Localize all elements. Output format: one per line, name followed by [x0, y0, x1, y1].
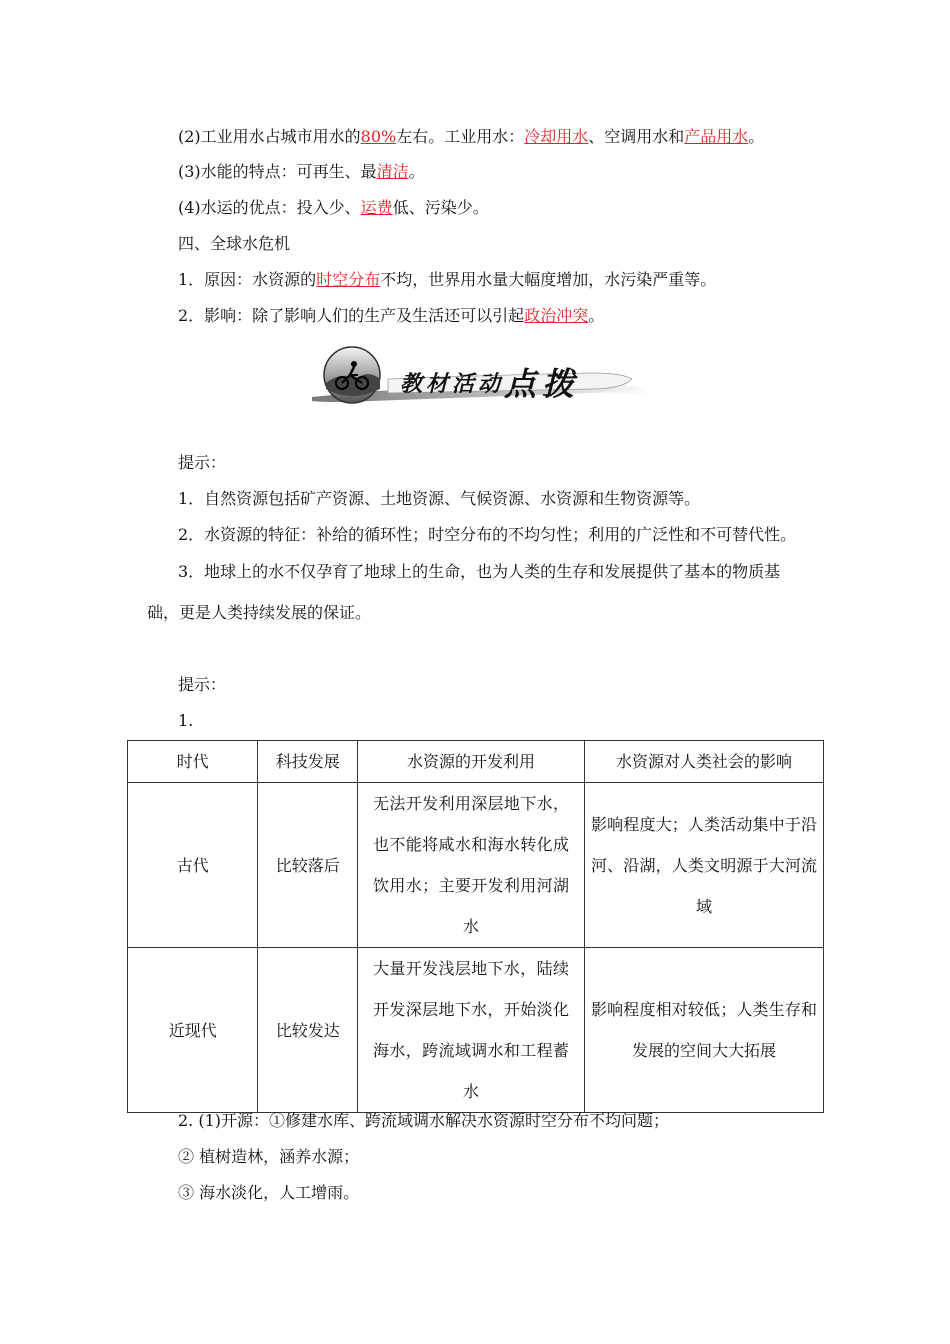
water-history-table	[127, 740, 824, 1113]
table-row	[128, 948, 824, 1113]
answer-conflict: 政治冲突	[524, 306, 589, 325]
answer-clean: 清洁	[376, 162, 409, 181]
table-cell-text: 影响程度大；人类活动集中于沿河、沿湖，人类文明源于大河流域	[590, 814, 817, 916]
table-cell-text: 影响程度相对较低；人类生存和发展的空间大大拓展	[590, 1000, 817, 1060]
table-cell: 近现代	[128, 948, 258, 1113]
para-cause: 1．原因：水资源的时空分布不均，世界用水量大幅度增加，水污染严重等。	[178, 270, 717, 289]
measure-line: ③ 海水淡化，人工增雨。	[178, 1183, 360, 1202]
table-header: 时代	[128, 741, 258, 783]
hint-label: 提示：	[178, 675, 227, 694]
table-row	[128, 783, 824, 948]
table-cell	[358, 783, 585, 948]
para-water-transport: (4)水运的优点：投入少、运费低、污染少。	[178, 198, 489, 217]
banner-text: 教材活动	[400, 372, 505, 397]
para-hydropower: (3)水能的特点：可再生、最清洁。	[178, 162, 425, 181]
table-header-row	[128, 741, 824, 783]
para-industrial-water: (2)工业用水占城市用水的80%左右。工业用水：冷却用水、空调用水和产品用水。	[178, 127, 765, 146]
hint-line: 3．地球上的水不仅孕育了地球上的生命，也为人类的生存和发展提供了基本的物质基	[178, 562, 781, 581]
table-cell: 古代	[128, 783, 258, 948]
section-banner	[292, 345, 662, 407]
answer-product: 产品用水	[684, 127, 749, 146]
measure-line: ② 植树造林，涵养水源；	[178, 1147, 360, 1166]
para-impact: 2．影响：除了影响人们的生产及生活还可以引起政治冲突。	[178, 306, 605, 325]
table-cell	[584, 783, 823, 948]
table-cell-text: 无法开发利用深层地下水，也不能将咸水和海水转化成饮用水；主要开发利用河湖水	[373, 794, 570, 936]
answer-distribution: 时空分布	[316, 270, 381, 289]
table-cell: 比较发达	[258, 948, 358, 1113]
table-header: 水资源对人类社会的影响	[584, 741, 823, 783]
table-cell	[584, 948, 823, 1113]
hint-line: 1．自然资源包括矿产资源、土地资源、气候资源、水资源和生物资源等。	[178, 489, 701, 508]
table-header: 科技发展	[258, 741, 358, 783]
answer-freight: 运费	[360, 198, 393, 217]
measure-line: 2. (1)开源：①修建水库、跨流域调水解决水资源时空分布不均问题；	[178, 1111, 670, 1130]
table-cell: 比较落后	[258, 783, 358, 948]
hint-line: 2．水资源的特征：补给的循环性；时空分布的不均匀性；利用的广泛性和不可替代性。	[178, 525, 797, 544]
table-header: 水资源的开发利用	[358, 741, 585, 783]
hint-number: 1.	[178, 711, 194, 730]
hint-line: 础，更是人类持续发展的保证。	[147, 603, 372, 622]
answer-80: 80%	[360, 127, 397, 146]
answer-cooling: 冷却用水	[524, 127, 589, 146]
table-cell	[358, 948, 585, 1113]
hint-label: 提示：	[178, 453, 227, 472]
banner-highlight: 点拨	[504, 365, 581, 403]
table-cell-text: 大量开发浅层地下水，陆续开发深层地下水，开始淡化海水，跨流域调水和工程蓄水	[373, 959, 570, 1101]
section-heading: 四、全球水危机	[178, 234, 291, 253]
